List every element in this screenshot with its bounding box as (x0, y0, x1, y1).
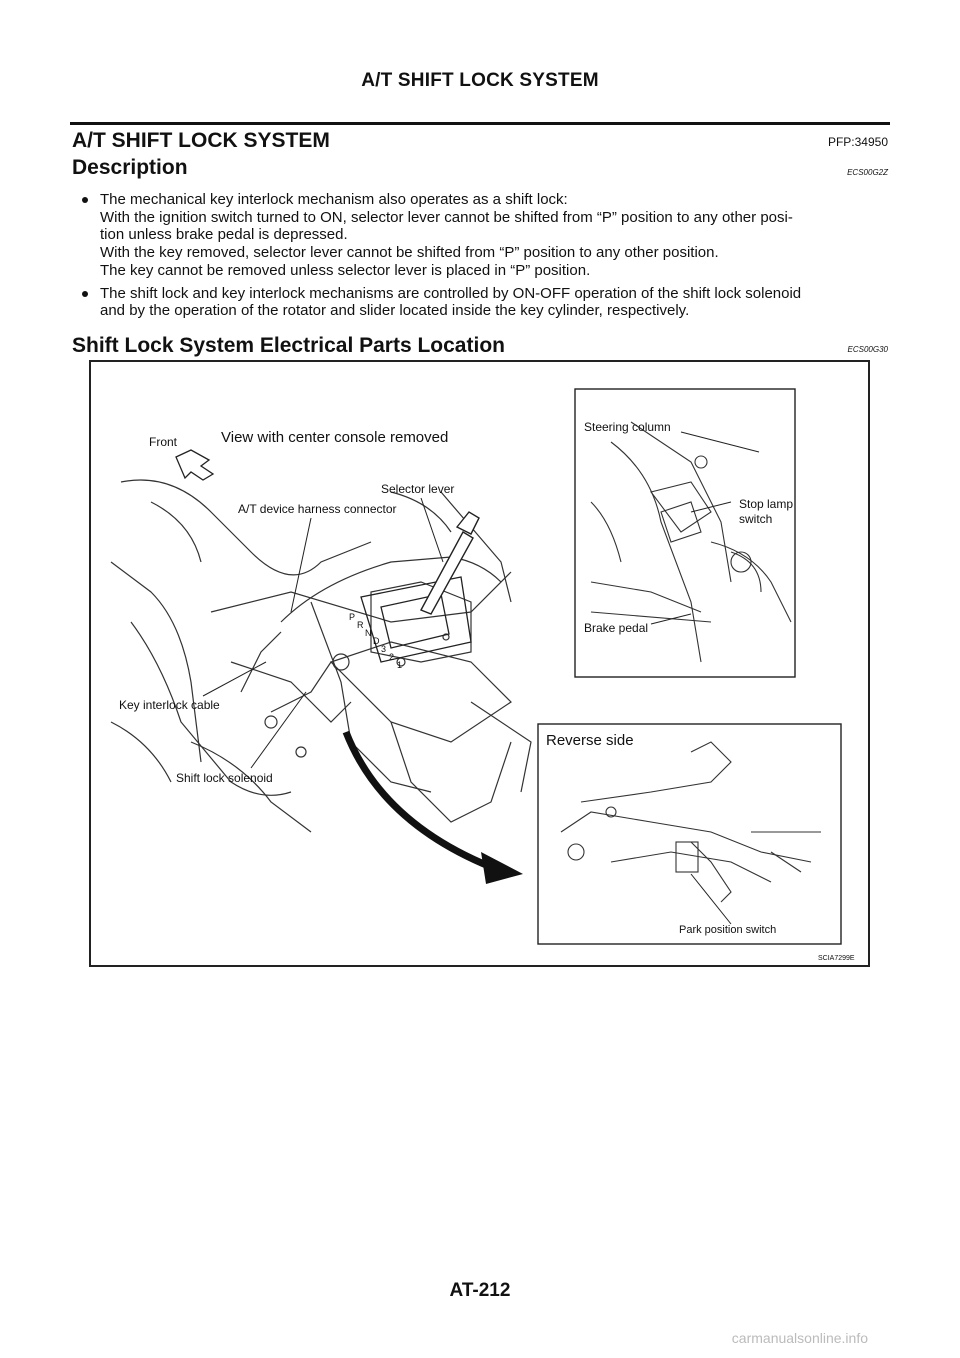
selector-lever-drawing (421, 512, 479, 614)
shift-lock-solenoid-label: Shift lock solenoid (176, 771, 273, 785)
part-number: PFP:34950 (827, 135, 888, 149)
bullet-line: The shift lock and key interlock mechanisms are controlled by ON-OFF operation of the shift lock solenoid (100, 284, 802, 302)
figure-illustration (91, 362, 868, 965)
view-caption: View with center console removed (221, 429, 449, 446)
location-code: ECS00G30 (847, 345, 888, 354)
gate-letters (349, 612, 402, 670)
gate-letter: P (349, 612, 356, 622)
stop-lamp-label-line2: switch (739, 512, 773, 526)
page-number: AT-212 (449, 1280, 511, 1301)
stop-lamp-label: Stop lamp (739, 497, 794, 511)
figure-code: SCIA7299E (818, 955, 855, 962)
front-label: Front (149, 435, 178, 449)
bullet-item (78, 285, 892, 320)
bullet-line: The key cannot be removed unless selector lever is placed in “P” position. (100, 261, 591, 279)
harness-connector-label: A/T device harness connector (238, 502, 397, 516)
bullet-dot-icon (82, 197, 88, 203)
brake-pedal-label: Brake pedal (584, 621, 649, 635)
bullet-dot-icon (82, 291, 88, 297)
page-header-title: A/T SHIFT LOCK SYSTEM (361, 70, 599, 91)
gate-letter: 2 (389, 652, 395, 662)
gate-letter: 1 (397, 660, 403, 670)
key-interlock-cable-label: Key interlock cable (119, 698, 220, 712)
reverse-arrow-head-icon (481, 852, 523, 884)
bullet-line: and by the operation of the rotator and slider located inside the key cylinder, respectively. (100, 302, 690, 320)
bullet-item (78, 191, 892, 280)
description-code: ECS00G2Z (847, 168, 888, 177)
section-title: A/T SHIFT LOCK SYSTEM (72, 129, 330, 152)
location-title: Shift Lock System Electrical Parts Location (72, 334, 505, 357)
header-rule (70, 122, 890, 125)
gate-letter: R (357, 620, 364, 630)
reverse-side-label: Reverse side (546, 732, 634, 749)
reverse-arrow (346, 732, 491, 867)
gate-letter: 3 (381, 644, 387, 654)
front-arrow-icon (176, 450, 213, 480)
bullet-line: tion unless brake pedal is depressed. (100, 226, 348, 244)
description-title: Description (72, 156, 188, 179)
park-position-switch-label: Park position switch (679, 924, 777, 936)
inset-reverse-box (538, 724, 841, 944)
shift-gate (361, 577, 471, 662)
gate-letter: N (365, 628, 372, 638)
description-bullets (78, 191, 892, 325)
selector-lever-label: Selector lever (381, 482, 455, 496)
bullet-line: The mechanical key interlock mechanism also operates as a shift lock: (100, 191, 568, 208)
gate-letter: D (373, 636, 380, 646)
watermark: carmanualsonline.info (731, 1330, 868, 1346)
bullet-line: With the ignition switch turned to ON, selector lever cannot be shifted from “P” position to any other posi- (100, 208, 793, 226)
steering-column-label: Steering column (584, 420, 671, 434)
parts-location-figure (89, 360, 870, 967)
bullet-line: With the key removed, selector lever cannot be shifted from “P” position to any other position. (100, 244, 719, 262)
